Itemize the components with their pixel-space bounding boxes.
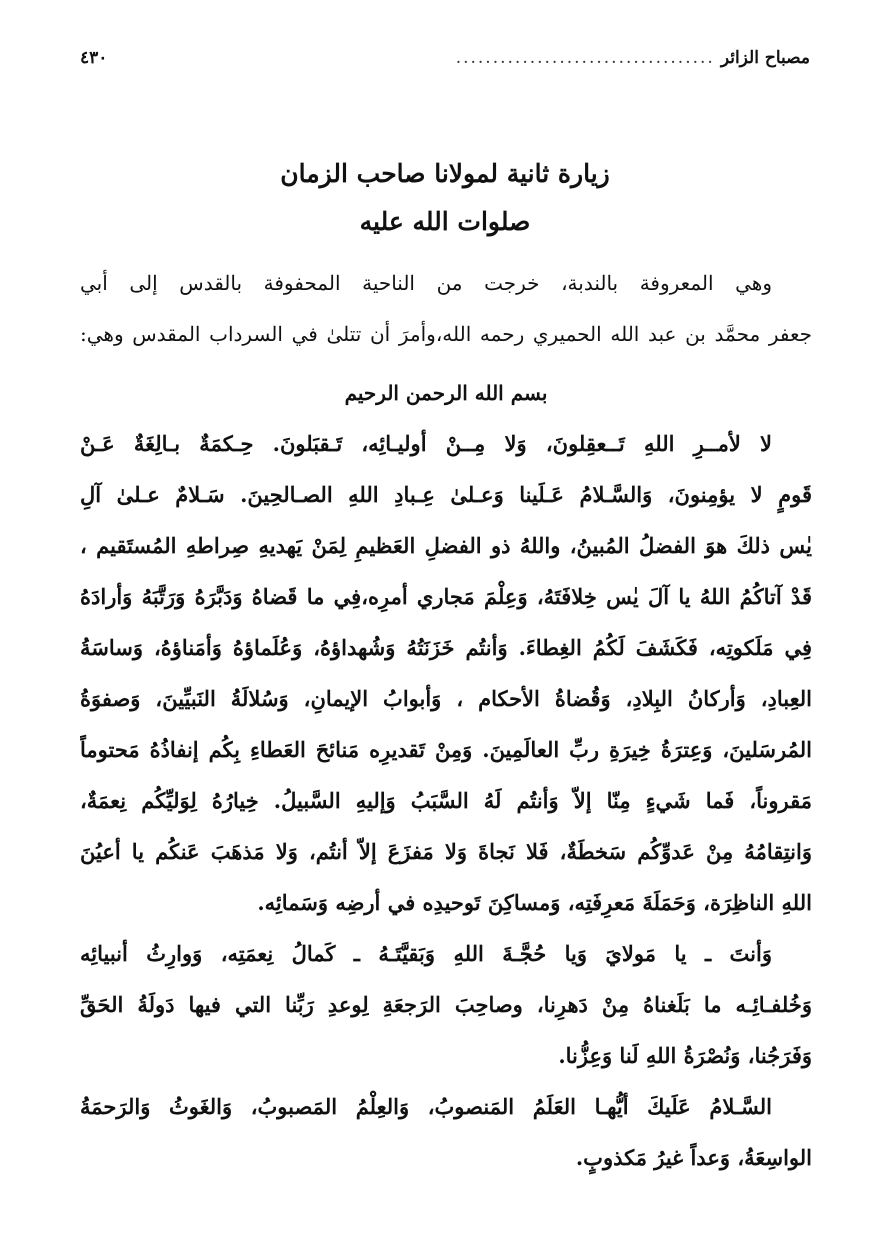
text-line: وَفَرَجُنا، وَنُصْرَةُ اللهِ لَنا وَعِزُّنا.: [558, 1043, 812, 1068]
section-title: [80, 150, 810, 246]
text-line: العِبادِ، وَأركانُ البِلادِ، وَقُضاةُ الأحكام ، وَأبوابُ الإيمانِ، وَسُلالَةُ النَبيِّينَ، وَصفوَةُ: [80, 686, 812, 711]
text-line: قَدْ آتاكُمُ اللهُ يا آلَ يٰس خِلافَتَهُ، وَعِلْمَ مَجاري أمرِه،فِي ما قَضاهُ وَدَبَّرَهُ وَرَتَّبَهُ وَأرادَهُ: [80, 584, 812, 609]
text-line: الواسِعَةُ، وَعداً غيرُ مَكذوبٍ.: [575, 1145, 812, 1170]
text-line: وَخُلفـائِـه ما بَلَغناهُ مِنْ دَهرِنا، وصاحِبَ الرَجعَةِ لِوعدِ رَبِّنا التي فيها دَولَةُ الحَقِّ: [80, 992, 812, 1017]
text-line: وَأنتَ ـ يا مَولايَ وَيا حُجَّـةَ اللهِ وَبَقيَّتَـهُ ـ كَمالُ نِعمَتِه، وَوارِثُ أنبيائِه: [80, 941, 772, 966]
text-line: مَقروناً، فَما شَيءٍ مِنّا إلاّ وَأنتُم لَهُ السَّبَبُ وَإليهِ السَّبيلُ. خِيارُهُ لِوَليِّكُم نِعمَةٌ،: [80, 788, 812, 813]
paragraph-2: [80, 928, 812, 1081]
text-line: المُرسَلينَ، وَعِترَةُ خِيرَةِ ربِّ العالَمِينَ. وَمِنْ تَقديرِه مَنائحَ العَطاءِ بِكُم إنفاذُهُ مَحتوماً: [80, 737, 812, 762]
paragraph-3: [80, 1081, 812, 1183]
basmala: بسم الله الرحمن الرحيم: [344, 381, 548, 405]
title-line-2: صلوات الله عليه: [359, 207, 531, 236]
body-text: [80, 258, 812, 1183]
text-line: جعفر محمَّد بن عبد الله الحميري رحمه الله،وأمرَ أن تتلىٰ في السرداب المقدس وهي:: [80, 322, 812, 346]
text-line: السَّـلامُ عَلَيكَ أيُّهـا العَلَمُ المَنصوبُ، وَالعِلْمُ المَصبوبُ، وَالغَوثُ وَالرَحمَةُ: [80, 1094, 772, 1119]
text-line: اللهِ الناظِرَة، وَحَمَلَةَ مَعرِفَتِه، وَمساكِنَ تَوحيدِه في أرضِه وَسَمائِه.: [257, 890, 812, 915]
paragraph-1: [80, 418, 812, 928]
page-number: ٤٣٠: [80, 48, 108, 68]
dot-leader: ...................................: [455, 48, 715, 68]
text-line: لا لأمــرِ اللهِ تَــعقِلونَ، وَلا مِــنْ أوليـائِه، تَـقبَلونَ. حِـكمَةٌ بـالِغَةٌ عَـنْ: [80, 431, 772, 456]
title-line-1: زيارة ثانية لمولانا صاحب الزمان: [280, 159, 610, 188]
running-header: [80, 40, 810, 76]
text-line: قَومٍ لا يؤمِنونَ، وَالسَّـلامُ عَـلَينا وَعـلىٰ عِـبادِ اللهِ الصـالحِينَ. سَـلامٌ عـلىٰ آلِ: [80, 482, 812, 507]
text-line: فِي مَلَكوتِه، فَكَشَفَ لَكُمُ الغِطاءَ. وَأنتُم خَزَنَتُهُ وَشُهداؤهُ، وَعُلَماؤهُ وَأمَناؤهُ، وَساسَةُ: [80, 635, 812, 660]
text-line: وَانتِقامُهُ مِنْ عَدوِّكُم سَخطَةٌ، فَلا نَجاةَ وَلا مَفزَعَ إلاّ أنتُم، وَلا مَذهَبَ عَنكُم يا أعيُنَ: [80, 839, 812, 864]
intro-paragraph: [80, 258, 812, 360]
book-title: مصباح الزائر: [720, 48, 810, 68]
text-line: وهي المعروفة بالندبة، خرجت من الناحية المحفوفة بالقدس إلى أبي: [80, 271, 772, 295]
text-line: يٰس ذلكَ هوَ الفضلُ المُبينُ، واللهُ ذو الفضلِ العَظيمِ لِمَنْ يَهديهِ صِراطهِ المُستَقيم ،: [80, 533, 812, 558]
